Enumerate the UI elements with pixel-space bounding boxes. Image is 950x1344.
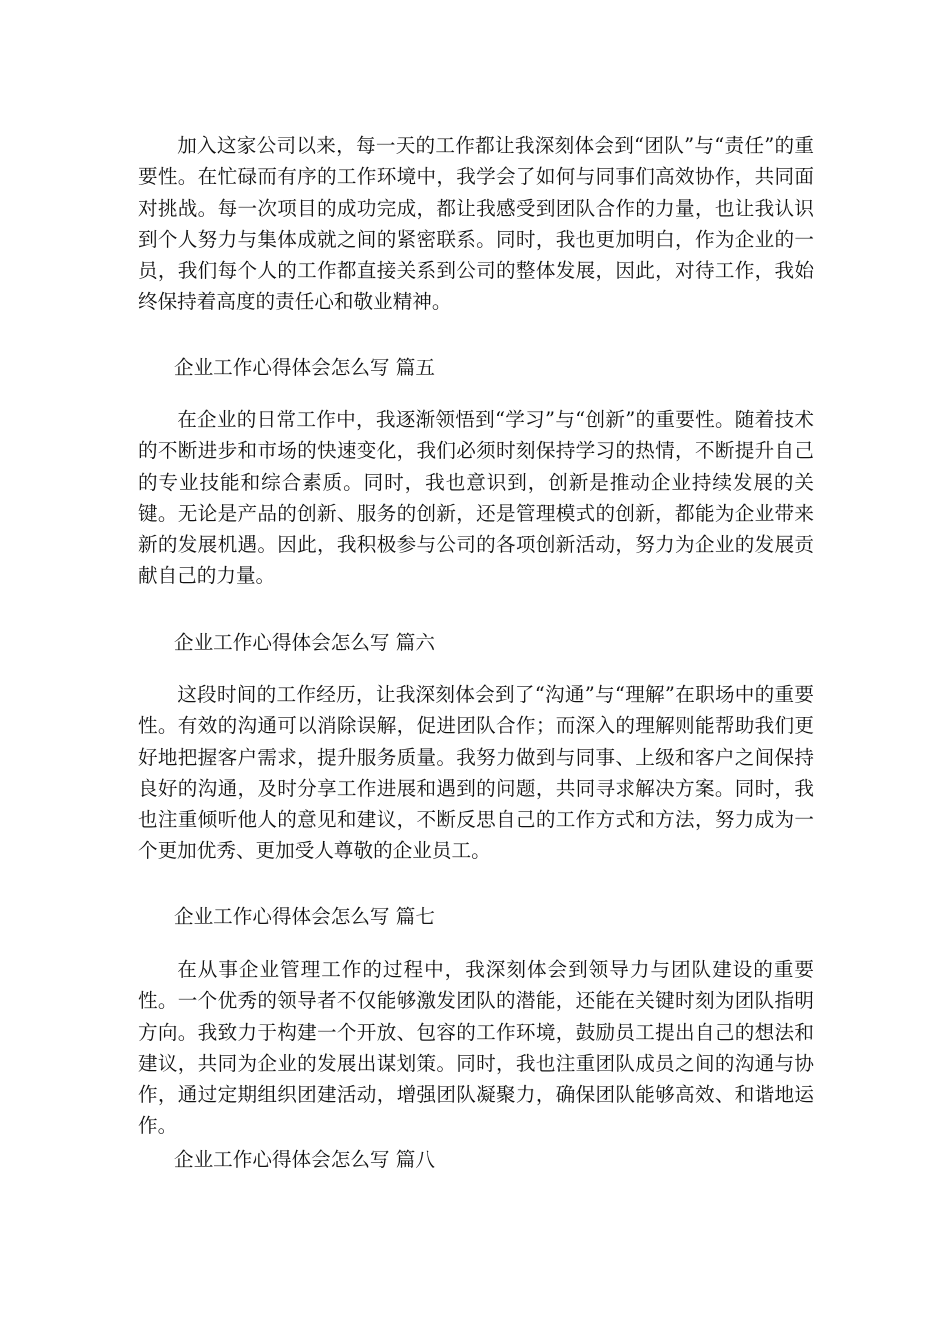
body-paragraph: 在企业的日常工作中，我逐渐领悟到“学习”与“创新”的重要性。随着技术的不断进步和市场的快速变化，我们必须时刻保持学习的热情，不断提升自己的专业技能和综合素质。同时，我也意识到，创新是推动企业持续发展的关键。无论是产品的创新、服务的创新，还是管理模式的创新，都能为企业带来新的发展机遇。因此，我积极参与公司的各项创新活动，努力为企业的发展贡献自己的力量。 [138, 408, 814, 588]
section-heading: 企业工作心得体会怎么写 篇八 [174, 1148, 435, 1171]
section-heading: 企业工作心得体会怎么写 篇七 [174, 905, 435, 928]
body-paragraph: 这段时间的工作经历，让我深刻体会到了“沟通”与“理解”在职场中的重要性。有效的沟通可以消除误解，促进团队合作；而深入的理解则能帮助我们更好地把握客户需求，提升服务质量。我努力做到与同事、上级和客户之间保持良好的沟通，及时分享工作进展和遇到的问题，共同寻求解决方案。同时，我也注重倾听他人的意见和建议，不断反思自己的工作方式和方法，努力成为一个更加优秀、更加受人尊敬的企业员工。 [138, 683, 814, 863]
body-paragraph: 在从事企业管理工作的过程中，我深刻体会到领导力与团队建设的重要性。一个优秀的领导者不仅能够激发团队的潜能，还能在关键时刻为团队指明方向。我致力于构建一个开放、包容的工作环境，鼓励员工提出自己的想法和建议，共同为企业的发展出谋划策。同时，我也注重团队成员之间的沟通与协作，通过定期组织团建活动，增强团队凝聚力，确保团队能够高效、和谐地运作。 [138, 958, 814, 1138]
section-heading: 企业工作心得体会怎么写 篇五 [174, 356, 435, 379]
body-paragraph: 加入这家公司以来，每一天的工作都让我深刻体会到“团队”与“责任”的重要性。在忙碌而有序的工作环境中，我学会了如何与同事们高效协作，共同面对挑战。每一次项目的成功完成，都让我感受到团队合作的力量，也让我认识到个人努力与集体成就之间的紧密联系。同时，我也更加明白，作为企业的一员，我们每个人的工作都直接关系到公司的整体发展，因此，对待工作，我始终保持着高度的责任心和敬业精神。 [138, 134, 814, 314]
section-heading: 企业工作心得体会怎么写 篇六 [174, 631, 435, 654]
